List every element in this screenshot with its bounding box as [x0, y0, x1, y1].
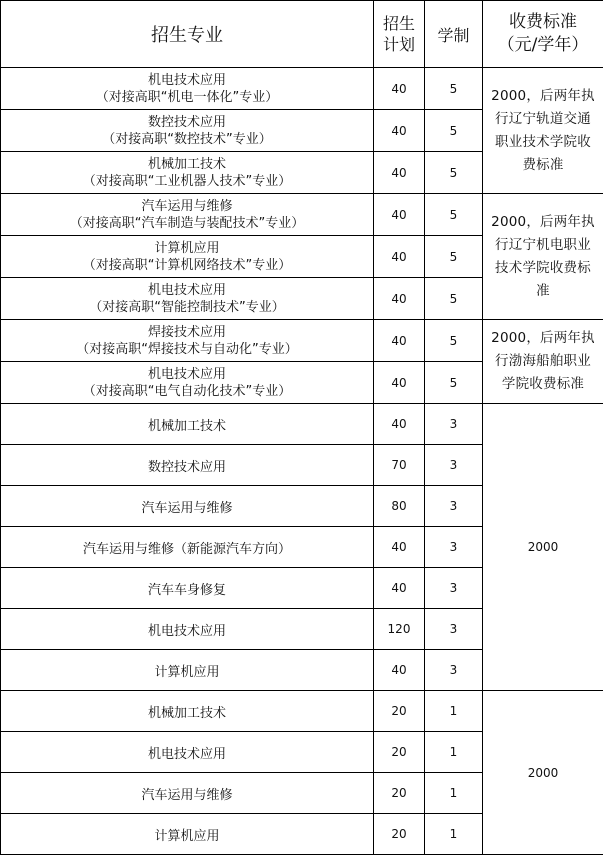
- table-row: [1, 404, 603, 445]
- major-name: 机电技术应用: [147, 282, 226, 298]
- plan-cell: 40: [374, 278, 425, 320]
- years-cell: 3: [425, 609, 483, 650]
- years-cell: 5: [425, 278, 483, 320]
- major-note: （对接高职“工业机器人技术”专业）: [82, 173, 292, 189]
- plan-cell: 40: [374, 320, 425, 362]
- header-plan-line2: 计划: [382, 35, 415, 54]
- years-cell: 5: [425, 194, 483, 236]
- major-cell: [1, 152, 374, 194]
- years-cell: 3: [425, 486, 483, 527]
- major-name: 机械加工技术: [147, 156, 226, 172]
- fee-cell: 2000，后两年执行辽宁机电职业技术学院收费标准: [483, 194, 603, 320]
- years-cell: 1: [425, 814, 483, 855]
- major-cell: 计算机应用: [1, 814, 374, 855]
- plan-cell: 40: [374, 194, 425, 236]
- major-name: 机电技术应用: [147, 366, 226, 382]
- plan-cell: 40: [374, 362, 425, 404]
- major-cell: [1, 194, 374, 236]
- plan-cell: 40: [374, 152, 425, 194]
- years-cell: 3: [425, 404, 483, 445]
- major-cell: [1, 320, 374, 362]
- fee-cell: 2000，后两年执行渤海船舶职业学院收费标准: [483, 320, 603, 404]
- plan-cell: 70: [374, 445, 425, 486]
- major-note: （对接高职“数控技术”专业）: [102, 131, 272, 147]
- major-cell: 数控技术应用: [1, 445, 374, 486]
- fee-cell: 2000: [483, 691, 603, 855]
- years-cell: 3: [425, 445, 483, 486]
- major-cell: [1, 236, 374, 278]
- major-cell: 汽车车身修复: [1, 568, 374, 609]
- years-cell: 5: [425, 110, 483, 152]
- years-cell: 5: [425, 152, 483, 194]
- years-cell: 5: [425, 362, 483, 404]
- plan-cell: 20: [374, 773, 425, 814]
- major-cell: 机电技术应用: [1, 609, 374, 650]
- years-cell: 3: [425, 527, 483, 568]
- major-note: （对接高职“电气自动化技术”专业）: [82, 383, 292, 399]
- years-cell: 5: [425, 236, 483, 278]
- table-row: [1, 68, 603, 110]
- plan-cell: 40: [374, 404, 425, 445]
- plan-cell: 40: [374, 236, 425, 278]
- header-fee-line1: 收费标准: [509, 12, 577, 32]
- header-years: 学制: [425, 1, 483, 68]
- plan-cell: 40: [374, 650, 425, 691]
- major-note: （对接高职“汽车制造与装配技术”专业）: [69, 215, 305, 231]
- header-fee-line2: （元/学年）: [497, 35, 589, 55]
- header-plan-line1: 招生: [382, 14, 415, 33]
- major-cell: [1, 362, 374, 404]
- major-cell: 汽车运用与维修（新能源汽车方向）: [1, 527, 374, 568]
- header-fee: [483, 1, 603, 68]
- major-cell: 机械加工技术: [1, 691, 374, 732]
- plan-cell: 20: [374, 814, 425, 855]
- years-cell: 1: [425, 732, 483, 773]
- years-cell: 3: [425, 650, 483, 691]
- major-name: 数控技术应用: [147, 114, 226, 130]
- major-cell: 机电技术应用: [1, 732, 374, 773]
- major-cell: 汽车运用与维修: [1, 486, 374, 527]
- major-cell: [1, 68, 374, 110]
- plan-cell: 40: [374, 68, 425, 110]
- years-cell: 1: [425, 691, 483, 732]
- header-major: 招生专业: [1, 1, 374, 68]
- plan-cell: 40: [374, 568, 425, 609]
- major-name: 汽车运用与维修: [141, 198, 233, 214]
- plan-cell: 20: [374, 691, 425, 732]
- table-row: [1, 194, 603, 236]
- plan-cell: 20: [374, 732, 425, 773]
- major-note: （对接高职“计算机网络技术”专业）: [82, 257, 292, 273]
- major-name: 计算机应用: [154, 240, 220, 256]
- table-header-row: [1, 1, 603, 68]
- plan-cell: 40: [374, 110, 425, 152]
- major-name: 机电技术应用: [147, 72, 226, 88]
- major-cell: 汽车运用与维修: [1, 773, 374, 814]
- major-note: （对接高职“机电一体化”专业）: [95, 89, 279, 105]
- major-cell: 计算机应用: [1, 650, 374, 691]
- fee-cell: 2000，后两年执行辽宁轨道交通职业技术学院收费标准: [483, 68, 603, 194]
- years-cell: 1: [425, 773, 483, 814]
- major-name: 焊接技术应用: [147, 324, 226, 340]
- major-note: （对接高职“智能控制技术”专业）: [89, 299, 285, 315]
- table-row: [1, 691, 603, 732]
- major-cell: [1, 110, 374, 152]
- major-cell: 机械加工技术: [1, 404, 374, 445]
- plan-cell: 40: [374, 527, 425, 568]
- years-cell: 5: [425, 320, 483, 362]
- years-cell: 5: [425, 68, 483, 110]
- header-plan: [374, 1, 425, 68]
- plan-cell: 80: [374, 486, 425, 527]
- years-cell: 3: [425, 568, 483, 609]
- table-row: [1, 320, 603, 362]
- major-cell: [1, 278, 374, 320]
- major-note: （对接高职“焊接技术与自动化”专业）: [76, 341, 298, 357]
- plan-cell: 120: [374, 609, 425, 650]
- fee-cell: 2000: [483, 404, 603, 691]
